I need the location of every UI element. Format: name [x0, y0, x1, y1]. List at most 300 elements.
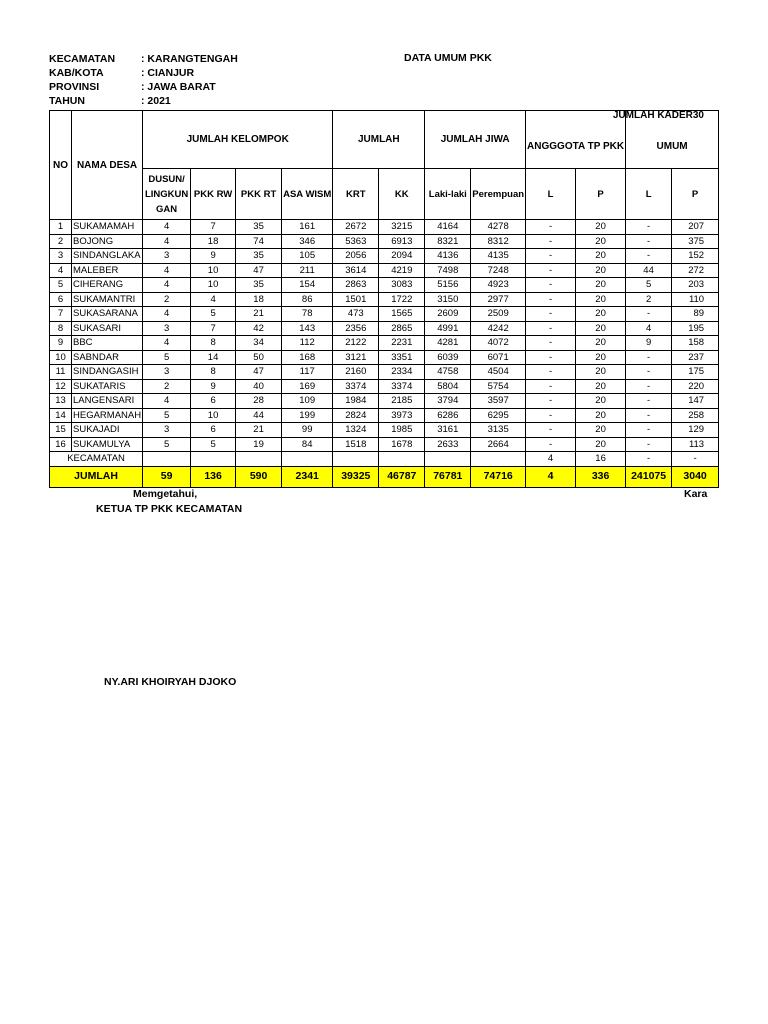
- table-cell: -: [626, 350, 672, 365]
- total-cell: 336: [576, 466, 626, 487]
- table-cell: 20: [576, 379, 626, 394]
- table-cell: SINDANGASIH: [72, 365, 143, 380]
- table-cell: 6071: [471, 350, 526, 365]
- table-cell: 10: [50, 350, 72, 365]
- table-row: [50, 220, 719, 235]
- table-cell: 20: [576, 220, 626, 235]
- table-cell: SUKAJADI: [72, 423, 143, 438]
- table-cell: 20: [576, 394, 626, 409]
- table-cell: SINDANGLAKA: [72, 249, 143, 264]
- table-cell: 5: [143, 437, 191, 452]
- table-cell: 4504: [471, 365, 526, 380]
- total-cell: 241075: [626, 466, 672, 487]
- table-row: [50, 292, 719, 307]
- table-cell: 50: [236, 350, 282, 365]
- table-row: [50, 307, 719, 322]
- table-cell: 7248: [471, 263, 526, 278]
- table-cell: BBC: [72, 336, 143, 351]
- table-cell: SUKATARIS: [72, 379, 143, 394]
- table-cell: 152: [672, 249, 719, 264]
- table-cell: SUKASARANA: [72, 307, 143, 322]
- table-cell: -: [526, 408, 576, 423]
- table-cell: -: [526, 350, 576, 365]
- col-header-kk: KK: [379, 169, 425, 220]
- table-cell: 20: [576, 437, 626, 452]
- table-cell: 129: [672, 423, 719, 438]
- table-cell: 18: [191, 234, 236, 249]
- table-cell: 21: [236, 307, 282, 322]
- table-cell: 44: [236, 408, 282, 423]
- table-cell: 2977: [471, 292, 526, 307]
- table-row: [50, 365, 719, 380]
- table-cell: 5156: [425, 278, 471, 293]
- table-cell: 2865: [379, 321, 425, 336]
- table-cell: 5: [143, 350, 191, 365]
- document-title: DATA UMUM PKK: [404, 52, 492, 64]
- table-cell: 20: [576, 278, 626, 293]
- table-cell: 20: [576, 336, 626, 351]
- table-cell: 3351: [379, 350, 425, 365]
- table-row: [50, 234, 719, 249]
- table-cell: 34: [236, 336, 282, 351]
- table-cell: SUKAMANTRI: [72, 292, 143, 307]
- total-row: [50, 466, 719, 487]
- table-cell: LANGENSARI: [72, 394, 143, 409]
- table-cell: 2633: [425, 437, 471, 452]
- table-cell: 113: [672, 437, 719, 452]
- col-header-nama-desa: NAMA DESA: [72, 111, 143, 220]
- col-header-dusun: [143, 169, 191, 220]
- table-cell: -: [626, 437, 672, 452]
- table-cell: -: [626, 423, 672, 438]
- table-cell: 1984: [333, 394, 379, 409]
- table-cell: 203: [672, 278, 719, 293]
- table-cell: 168: [282, 350, 333, 365]
- table-cell: -: [526, 307, 576, 322]
- table-cell: 6039: [425, 350, 471, 365]
- table-cell: 74: [236, 234, 282, 249]
- table-cell: 15: [50, 423, 72, 438]
- table-row: [50, 423, 719, 438]
- table-cell: 2056: [333, 249, 379, 264]
- table-cell: 35: [236, 278, 282, 293]
- table-cell: 3215: [379, 220, 425, 235]
- table-cell: 4072: [471, 336, 526, 351]
- table-cell: [471, 452, 526, 467]
- table-cell: 4: [143, 394, 191, 409]
- table-cell: 375: [672, 234, 719, 249]
- table-cell: 220: [672, 379, 719, 394]
- header-value-kabkota: : CIANJUR: [141, 67, 195, 79]
- table-cell: 4242: [471, 321, 526, 336]
- table-cell: -: [626, 234, 672, 249]
- table-cell: 20: [576, 408, 626, 423]
- table-cell: 3121: [333, 350, 379, 365]
- table-cell: 4: [143, 307, 191, 322]
- table-cell: 2: [143, 292, 191, 307]
- table-cell: 4: [626, 321, 672, 336]
- col-header-jumlah-kelompok: JUMLAH KELOMPOK: [143, 111, 333, 169]
- table-cell: 2863: [333, 278, 379, 293]
- table-cell: 199: [282, 408, 333, 423]
- table-cell: 4: [526, 452, 576, 467]
- data-table: [49, 110, 719, 488]
- table-cell: -: [626, 379, 672, 394]
- table-cell: -: [526, 379, 576, 394]
- table-cell: 5363: [333, 234, 379, 249]
- table-cell: 20: [576, 365, 626, 380]
- table-cell: 6: [50, 292, 72, 307]
- table-cell: 20: [576, 249, 626, 264]
- table-cell: 6: [191, 394, 236, 409]
- table-cell: 1722: [379, 292, 425, 307]
- table-cell: -: [526, 336, 576, 351]
- table-cell: 16: [576, 452, 626, 467]
- table-cell: SABNDAR: [72, 350, 143, 365]
- table-cell: 258: [672, 408, 719, 423]
- table-cell: -: [526, 234, 576, 249]
- table-cell: [143, 452, 191, 467]
- table-cell: 14: [191, 350, 236, 365]
- table-cell: 8: [191, 365, 236, 380]
- kecamatan-row: [50, 452, 719, 467]
- table-cell: 7: [191, 220, 236, 235]
- col-header-dusun-line2: LINGKUN: [144, 188, 189, 200]
- table-cell: 20: [576, 234, 626, 249]
- table-cell: 3: [50, 249, 72, 264]
- table-cell: 4: [143, 278, 191, 293]
- table-cell: 2160: [333, 365, 379, 380]
- table-cell: -: [626, 408, 672, 423]
- table-cell: 40: [236, 379, 282, 394]
- table-cell: 3135: [471, 423, 526, 438]
- table-cell: 1518: [333, 437, 379, 452]
- table-cell: 10: [191, 408, 236, 423]
- table-cell: 21: [236, 423, 282, 438]
- table-cell: -: [526, 365, 576, 380]
- table-cell: 237: [672, 350, 719, 365]
- table-cell: 11: [50, 365, 72, 380]
- col-header-dasa-wisma: ASA WISM: [282, 169, 333, 220]
- table-cell: 7: [191, 321, 236, 336]
- table-cell: 4219: [379, 263, 425, 278]
- col-header-perempuan: Perempuan: [471, 169, 526, 220]
- table-row: [50, 408, 719, 423]
- table-cell: 20: [576, 292, 626, 307]
- table-cell: 1324: [333, 423, 379, 438]
- total-cell: 74716: [471, 466, 526, 487]
- table-cell: 161: [282, 220, 333, 235]
- table-cell: 18: [236, 292, 282, 307]
- table-row: [50, 321, 719, 336]
- table-cell: 4: [50, 263, 72, 278]
- table-cell: 2356: [333, 321, 379, 336]
- table-cell: 4758: [425, 365, 471, 380]
- table-cell: 109: [282, 394, 333, 409]
- ketua-label: KETUA TP PKK KECAMATAN: [96, 503, 243, 515]
- table-cell: 3161: [425, 423, 471, 438]
- table-cell: -: [526, 423, 576, 438]
- table-cell: 12: [50, 379, 72, 394]
- table-cell: -: [626, 394, 672, 409]
- table-cell: 35: [236, 220, 282, 235]
- table-cell: 2094: [379, 249, 425, 264]
- kecamatan-label: KECAMATAN: [50, 452, 143, 467]
- table-cell: 175: [672, 365, 719, 380]
- table-cell: 346: [282, 234, 333, 249]
- header-block: [49, 52, 349, 108]
- table-cell: 7: [50, 307, 72, 322]
- table-cell: 143: [282, 321, 333, 336]
- table-cell: 6286: [425, 408, 471, 423]
- table-cell: 2: [143, 379, 191, 394]
- table-cell: 20: [576, 423, 626, 438]
- table-cell: 9: [191, 249, 236, 264]
- col-header-anggota-p: P: [576, 169, 626, 220]
- table-cell: 2509: [471, 307, 526, 322]
- total-cell: 76781: [425, 466, 471, 487]
- table-cell: 89: [672, 307, 719, 322]
- header-label-tahun: TAHUN: [49, 95, 85, 107]
- table-cell: 117: [282, 365, 333, 380]
- header-label-kecamatan: KECAMATAN: [49, 53, 116, 65]
- table-cell: 5: [626, 278, 672, 293]
- table-cell: 14: [50, 408, 72, 423]
- table-cell: 2122: [333, 336, 379, 351]
- table-cell: 4281: [425, 336, 471, 351]
- table-cell: 207: [672, 220, 719, 235]
- total-cell: 136: [191, 466, 236, 487]
- table-cell: -: [526, 437, 576, 452]
- header-value-provinsi: : JAWA BARAT: [141, 81, 216, 93]
- col-header-umum-p: P: [672, 169, 719, 220]
- table-cell: 272: [672, 263, 719, 278]
- table-cell: [379, 452, 425, 467]
- table-cell: 2: [50, 234, 72, 249]
- table-cell: -: [526, 263, 576, 278]
- header-label-kabkota: KAB/KOTA: [49, 67, 104, 79]
- table-cell: -: [626, 220, 672, 235]
- table-cell: [282, 452, 333, 467]
- signatory-name: NY.ARI KHOIRYAH DJOKO: [104, 676, 237, 688]
- table-cell: 2609: [425, 307, 471, 322]
- table-cell: 3: [143, 321, 191, 336]
- table-row: [50, 350, 719, 365]
- kara-label: Kara: [684, 488, 708, 500]
- table-cell: 4: [143, 234, 191, 249]
- total-cell: 590: [236, 466, 282, 487]
- table-cell: 4: [191, 292, 236, 307]
- table-cell: 169: [282, 379, 333, 394]
- header-value-kecamatan: : KARANGTENGAH: [141, 53, 238, 65]
- table-cell: 86: [282, 292, 333, 307]
- table-cell: 3973: [379, 408, 425, 423]
- total-cell: 2341: [282, 466, 333, 487]
- table-cell: 3083: [379, 278, 425, 293]
- table-cell: SUKAMAMAH: [72, 220, 143, 235]
- table-cell: 16: [50, 437, 72, 452]
- total-cell: 59: [143, 466, 191, 487]
- table-cell: 8312: [471, 234, 526, 249]
- table-cell: 4164: [425, 220, 471, 235]
- table-cell: 47: [236, 365, 282, 380]
- table-cell: HEGARMANAH: [73, 409, 142, 421]
- table-cell: 4136: [425, 249, 471, 264]
- col-header-anggota-l: L: [526, 169, 576, 220]
- table-cell: 5: [191, 307, 236, 322]
- table-cell: 6913: [379, 234, 425, 249]
- table-cell: 4923: [471, 278, 526, 293]
- col-header-jumlah-jiwa: JUMLAH JIWA: [425, 111, 526, 169]
- table-cell: 4: [143, 336, 191, 351]
- table-cell: 8: [50, 321, 72, 336]
- table-cell: 5754: [471, 379, 526, 394]
- table-cell: 8321: [425, 234, 471, 249]
- table-row: [50, 336, 719, 351]
- table-cell: 3794: [425, 394, 471, 409]
- table-cell: 7498: [425, 263, 471, 278]
- table-cell: 4278: [471, 220, 526, 235]
- table-cell: 473: [333, 307, 379, 322]
- total-cell: 46787: [379, 466, 425, 487]
- table-row: [50, 437, 719, 452]
- table-cell: -: [626, 307, 672, 322]
- table-cell: -: [526, 292, 576, 307]
- table-cell: [191, 452, 236, 467]
- table-cell: 9: [191, 379, 236, 394]
- table-cell: 1: [50, 220, 72, 235]
- table-cell: 147: [672, 394, 719, 409]
- col-header-umum: UMUM: [626, 111, 719, 169]
- table-cell: 19: [236, 437, 282, 452]
- table-cell: 2664: [471, 437, 526, 452]
- col-header-no: NO: [50, 111, 72, 220]
- table-cell: CIHERANG: [72, 278, 143, 293]
- table-cell: [425, 452, 471, 467]
- table-cell: 3: [143, 423, 191, 438]
- table-cell: -: [526, 321, 576, 336]
- table-cell: 2231: [379, 336, 425, 351]
- table-cell: 211: [282, 263, 333, 278]
- table-cell: 47: [236, 263, 282, 278]
- table-cell: 3: [143, 365, 191, 380]
- table-cell: 195: [672, 321, 719, 336]
- table-cell: -: [626, 452, 672, 467]
- table-cell: 158: [672, 336, 719, 351]
- table-cell: 2334: [379, 365, 425, 380]
- mengetahui-label: Memgetahui,: [133, 488, 198, 500]
- table-cell: 4: [143, 220, 191, 235]
- table-cell: 110: [672, 292, 719, 307]
- table-cell: 112: [282, 336, 333, 351]
- total-label: JUMLAH: [50, 466, 143, 487]
- col-header-laki: Laki-laki: [425, 169, 471, 220]
- table-cell: 9: [626, 336, 672, 351]
- table-cell: 2: [626, 292, 672, 307]
- table-header-row-1: [50, 111, 719, 169]
- table-row: [50, 249, 719, 264]
- table-cell: -: [626, 365, 672, 380]
- table-cell: 3: [143, 249, 191, 264]
- table-cell: -: [526, 249, 576, 264]
- table-cell: 5804: [425, 379, 471, 394]
- table-cell: 6: [191, 423, 236, 438]
- header-label-provinsi: PROVINSI: [49, 81, 100, 93]
- table-cell: -: [526, 220, 576, 235]
- total-cell: 4: [526, 466, 576, 487]
- table-cell: 6295: [471, 408, 526, 423]
- col-header-pkk-rt: PKK RT: [236, 169, 282, 220]
- table-cell: -: [626, 249, 672, 264]
- table-cell: 8: [191, 336, 236, 351]
- col-header-anggota: ANGGGOTA TP PKK: [526, 111, 626, 169]
- table-cell: 3374: [379, 379, 425, 394]
- table-cell: 1678: [379, 437, 425, 452]
- col-header-krt: KRT: [333, 169, 379, 220]
- table-cell: 105: [282, 249, 333, 264]
- table-cell: 10: [191, 278, 236, 293]
- table-cell: 4: [143, 263, 191, 278]
- table-cell: SUKASARI: [72, 321, 143, 336]
- header-value-tahun: : 2021: [141, 95, 171, 107]
- table-cell: 3597: [471, 394, 526, 409]
- table-header-row-2: [50, 169, 719, 220]
- table-cell: 1501: [333, 292, 379, 307]
- table-cell: -: [672, 452, 719, 467]
- total-cell: 3040: [672, 466, 719, 487]
- table-cell: 44: [626, 263, 672, 278]
- col-header-pkk-rw: PKK RW: [191, 169, 236, 220]
- table-cell: 20: [576, 321, 626, 336]
- col-header-dusun-line3: GAN: [156, 203, 178, 215]
- kader-title: JUMLAH KADER30: [612, 110, 704, 121]
- table-cell: [333, 452, 379, 467]
- table-cell: -: [526, 278, 576, 293]
- table-cell: 154: [282, 278, 333, 293]
- table-cell: 5: [50, 278, 72, 293]
- table-cell: 13: [50, 394, 72, 409]
- table-cell: MALEBER: [72, 263, 143, 278]
- col-header-umum-l: L: [626, 169, 672, 220]
- table-cell: 9: [50, 336, 72, 351]
- table-cell: 3150: [425, 292, 471, 307]
- table-cell: 20: [576, 350, 626, 365]
- table-cell: 42: [236, 321, 282, 336]
- table-cell: 3614: [333, 263, 379, 278]
- table-cell: 20: [576, 263, 626, 278]
- table-cell: 35: [236, 249, 282, 264]
- table-cell: 5: [191, 437, 236, 452]
- table-row: [50, 263, 719, 278]
- total-cell: 39325: [333, 466, 379, 487]
- table-row: [50, 394, 719, 409]
- table-cell: 3374: [333, 379, 379, 394]
- table-cell: 20: [576, 307, 626, 322]
- table-cell: BOJONG: [72, 234, 143, 249]
- table-cell: 1565: [379, 307, 425, 322]
- table-cell: 2185: [379, 394, 425, 409]
- table-cell: 99: [282, 423, 333, 438]
- table-cell: 28: [236, 394, 282, 409]
- table-cell: 5: [143, 408, 191, 423]
- table-cell: 1985: [379, 423, 425, 438]
- table-row: [50, 379, 719, 394]
- table-cell: 2672: [333, 220, 379, 235]
- table-cell: SUKAMULYA: [72, 437, 143, 452]
- table-cell: 84: [282, 437, 333, 452]
- table-cell: 2824: [333, 408, 379, 423]
- table-row: [50, 278, 719, 293]
